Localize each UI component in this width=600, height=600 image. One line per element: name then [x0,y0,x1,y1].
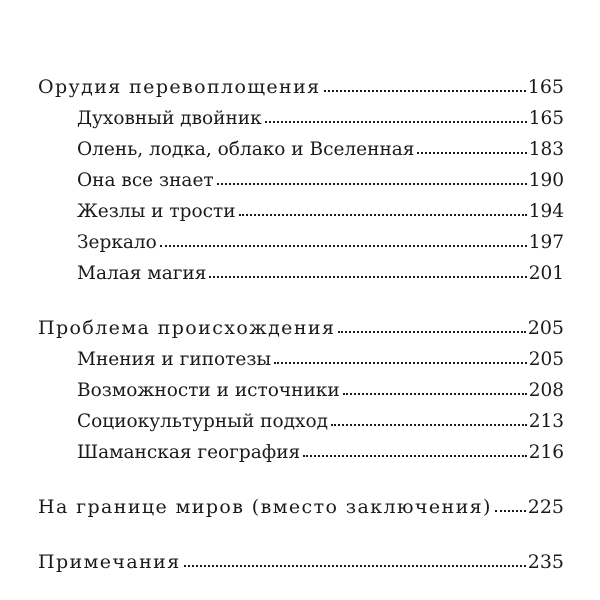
toc-subentry[interactable] [38,227,564,258]
dot-leader [274,360,527,364]
subentry-title: Она все знает [77,170,214,191]
toc-chapter[interactable] [38,313,564,344]
dot-leader [343,391,527,395]
dot-leader [417,150,526,154]
dot-leader [324,88,526,92]
page-number: 201 [528,263,564,284]
dot-leader [303,453,526,457]
section-spacer [38,289,564,313]
dot-leader [331,422,527,426]
toc-chapter[interactable] [38,72,564,103]
dot-leader [160,243,527,247]
toc-subentry[interactable] [38,406,564,437]
page-number: 205 [528,349,564,370]
page-number: 197 [528,232,564,253]
toc-subentry[interactable] [38,103,564,134]
page-number: 216 [528,442,564,463]
dot-leader [265,119,527,123]
subentry-title: Зеркало [77,232,157,253]
chapter-title: На границе миров (вместо заключения) [38,496,492,518]
chapter-title: Орудия перевоплощения [38,76,321,98]
page-number: 194 [528,201,564,222]
page-number: 235 [527,551,564,573]
toc-subentry[interactable] [38,258,564,289]
section-spacer [38,523,564,547]
page-number: 183 [528,139,564,160]
subentry-title: Олень, лодка, облако и Вселенная [77,139,415,160]
page-number: 208 [528,380,564,401]
subentry-title: Духовный двойник [77,108,262,129]
chapter-title: Примечания [38,551,181,573]
toc-subentry[interactable] [38,196,564,227]
subentry-title: Социокультурный подход [77,411,328,432]
toc-subentry[interactable] [38,375,564,406]
dot-leader [495,508,526,512]
toc-subentry[interactable] [38,134,564,165]
page-number: 165 [527,76,564,98]
chapter-title: Проблема происхождения [38,317,336,339]
table-of-contents [38,72,564,578]
dot-leader [239,212,527,216]
toc-subentry[interactable] [38,165,564,196]
toc-subentry[interactable] [38,437,564,468]
section-spacer [38,468,564,492]
subentry-title: Шаманская география [77,442,301,463]
subentry-title: Жезлы и трости [77,201,236,222]
dot-leader [209,274,526,278]
page-number: 165 [528,108,564,129]
dot-leader [217,181,527,185]
subentry-title: Малая магия [77,263,207,284]
toc-chapter[interactable] [38,492,564,523]
dot-leader [338,329,525,333]
subentry-title: Мнения и гипотезы [77,349,272,370]
page-number: 190 [528,170,564,191]
dot-leader [184,563,526,567]
toc-chapter[interactable] [38,547,564,578]
page-number: 205 [527,317,564,339]
toc-subentry[interactable] [38,344,564,375]
page-number: 213 [528,411,564,432]
page-number: 225 [527,496,564,518]
subentry-title: Возможности и источники [77,380,340,401]
